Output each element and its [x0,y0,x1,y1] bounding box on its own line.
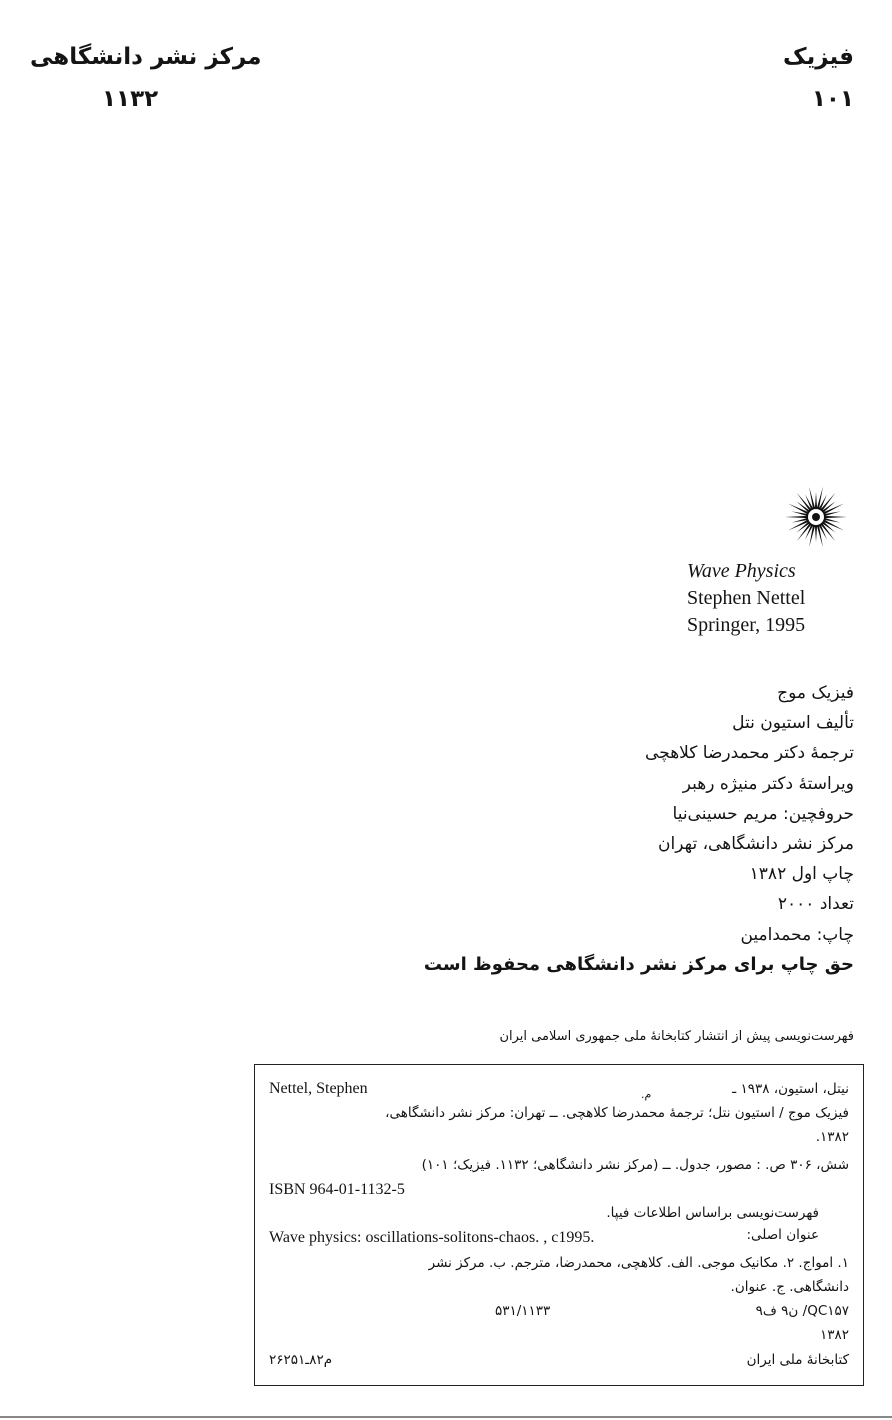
persian-edition: چاپ اول ۱۳۸۲ [749,864,854,885]
original-title: Wave Physics [687,560,796,582]
persian-title: فیزیک موج [777,683,854,703]
publisher-number: ۱۱۳۲ [102,86,159,112]
cip-record-number: م۸۲ـ۲۶۲۵۱ [269,1352,333,1368]
series-name: فیزیک [783,44,854,70]
persian-publisher-city: مرکز نشر دانشگاهی، تهران [658,834,854,855]
cip-author-mark: م. [641,1088,652,1101]
cip-author-latin: Nettel, Stephen [269,1080,368,1097]
persian-editor: ویراستهٔ دکتر منیژه رهبر [682,773,854,794]
cip-subjects-line1: ۱. امواج. ۲. مکانیک موجی. الف. کلاهچی، محمدرضا، مترجم. ب. مرکز نشر [428,1255,849,1271]
persian-credits [254,678,854,980]
original-author: Stephen Nettel [687,587,806,609]
original-credits [687,558,805,639]
cip-record-box [254,1064,864,1386]
cip-original-title-label: عنوان اصلی: [746,1227,819,1243]
page-edge-rule [0,1416,892,1418]
persian-copies: تعداد ۲۰۰۰ [777,894,854,915]
cip-dewey-classification: ۵۳۱/۱۱۳۳ [495,1303,551,1319]
cip-physical-description: شش، ۳۰۶ ص. : مصور، جدول. ــ (مرکز نشر دانشگاهی؛ ۱۱۳۲. فیزیک؛ ۱۰۱) [421,1157,849,1173]
cip-title-line2: ۱۳۸۲. [815,1129,849,1145]
persian-typesetter: حروفچین: مریم حسینی‌نیا [672,803,854,824]
cip-author-persian: نیتل، استیون، ۱۹۳۸ ـ [732,1081,849,1097]
cip-lc-classification: QC۱۵۷/ ن۹ ف۹ [755,1303,849,1319]
publisher-logo-icon [783,484,849,550]
series-number: ۱۰۱ [811,86,854,112]
cip-subjects-line2: دانشگاهی. ج. عنوان. [730,1279,849,1295]
cip-original-title: Wave physics: oscillations-solitons-chaos. , c1995. [269,1229,595,1246]
cip-isbn: ISBN 964-01-1132-5 [269,1181,405,1198]
persian-copyright: حق چاپ برای مرکز نشر دانشگاهی محفوظ است [423,953,854,975]
cip-title-line1: فیزیک موج / استیون نتل؛ ترجمهٔ محمدرضا کلاهچی. ــ تهران: مرکز نشر دانشگاهی، [385,1105,849,1121]
persian-printer: چاپ: محمدامین [740,924,854,945]
persian-translator: ترجمهٔ دکتر محمدرضا کلاهچی [645,743,854,764]
persian-author: تألیف استیون نتل [732,713,854,734]
publisher-name: مرکز نشر دانشگاهی [30,44,262,70]
original-publisher: Springer, 1995 [687,614,806,636]
cip-fipa-note: فهرست‌نویسی براساس اطلاعات فیپا. [606,1205,819,1221]
cip-caption: فهرست‌نویسی پیش از انتشار کتابخانهٔ ملی جمهوری اسلامی ایران [499,1029,854,1044]
cip-year: ۱۳۸۲ [819,1327,849,1343]
cip-library: کتابخانهٔ ملی ایران [746,1352,849,1368]
